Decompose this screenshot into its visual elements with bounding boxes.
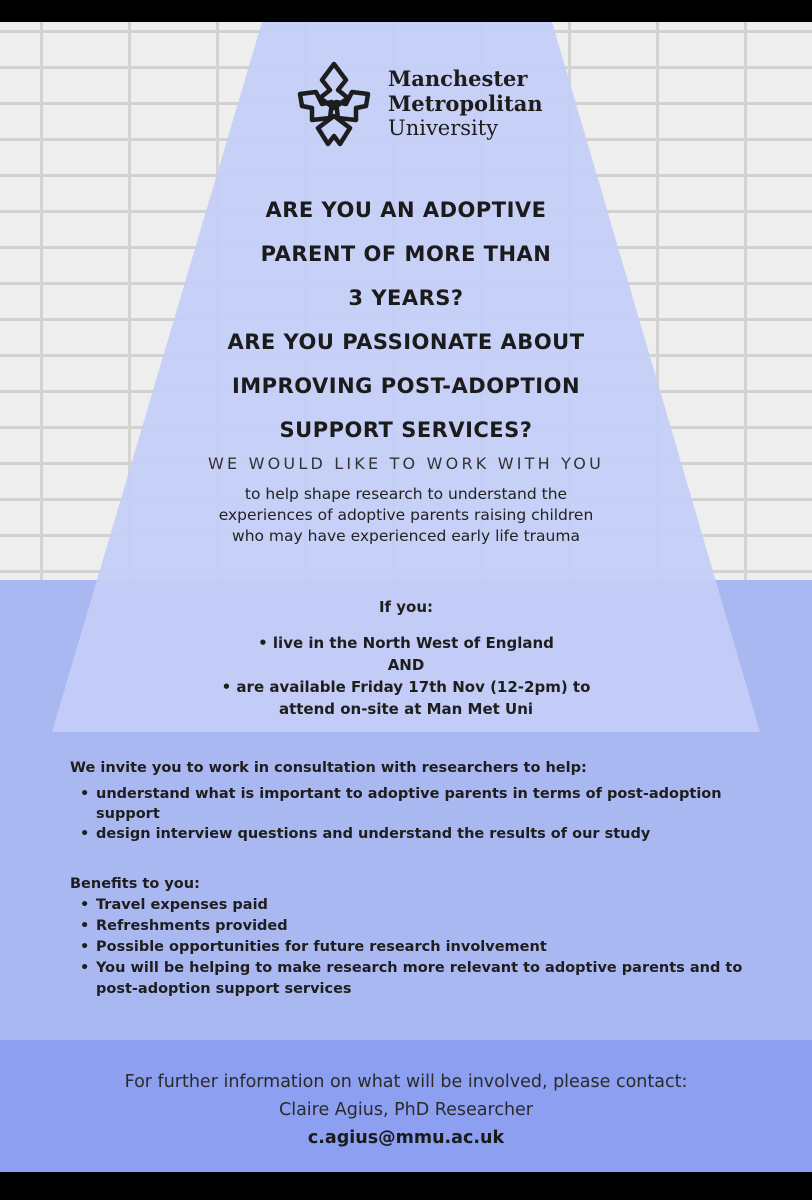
mmu-trefoil-icon <box>288 58 380 150</box>
headline-line: 3 YEARS? <box>348 286 464 310</box>
benefits-section <box>70 874 770 1000</box>
headline-line: PARENT OF MORE THAN <box>260 242 552 266</box>
eligibility-and: AND <box>387 656 425 674</box>
description-line: experiences of adoptive parents raising children <box>218 506 594 524</box>
list-item: • Travel expenses paid <box>70 895 770 916</box>
eligibility-item-text: are available Friday 17th Nov (12-2pm) to <box>236 678 591 696</box>
university-name <box>388 66 543 141</box>
list-item: • You will be helping to make research more relevant to adoptive parents and to post-adoption support services <box>70 958 770 1000</box>
contact-section <box>60 1068 752 1152</box>
logo-line-2: Metropolitan <box>388 91 543 116</box>
benefits-heading: Benefits to you: <box>70 876 200 892</box>
logo-line-3: University <box>388 116 499 140</box>
list-item: • understand what is important to adoptive parents in terms of post-adoption support <box>70 784 770 824</box>
eligibility-item: • live in the North West of England <box>258 634 554 652</box>
research-description <box>130 484 682 547</box>
eligibility-section <box>160 596 652 720</box>
work-with-you-heading: WE WOULD LIKE TO WORK WITH YOU <box>208 454 604 473</box>
list-item: • Refreshments provided <box>70 916 770 937</box>
list-item: • Possible opportunities for future research involvement <box>70 937 770 958</box>
logo-line-1: Manchester <box>388 66 528 91</box>
eligibility-heading: If you: <box>378 598 434 616</box>
headline-line: SUPPORT SERVICES? <box>279 418 533 442</box>
eligibility-item-text: live in the North West of England <box>272 634 554 652</box>
poster <box>0 22 812 1172</box>
headline-line: ARE YOU PASSIONATE ABOUT <box>227 330 585 354</box>
benefits-list <box>70 895 770 1000</box>
invite-section <box>70 758 770 844</box>
description-line: to help shape research to understand the <box>244 485 568 503</box>
headline-line: ARE YOU AN ADOPTIVE <box>265 198 547 222</box>
invite-heading: We invite you to work in consultation with researchers to help: <box>70 760 587 776</box>
contact-intro: For further information on what will be involved, please contact: <box>124 1072 688 1092</box>
headline <box>140 188 672 452</box>
eligibility-item-continued: attend on-site at Man Met Uni <box>278 700 534 718</box>
headline-line: IMPROVING POST-ADOPTION <box>231 374 581 398</box>
university-logo <box>288 52 543 152</box>
contact-email[interactable]: c.agius@mmu.ac.uk <box>307 1128 505 1148</box>
list-item: • design interview questions and understand the results of our study <box>70 824 770 844</box>
description-line: who may have experienced early life trauma <box>232 527 580 545</box>
invite-list <box>70 784 770 844</box>
eligibility-item: • are available Friday 17th Nov (12-2pm) to <box>221 678 591 696</box>
contact-name: Claire Agius, PhD Researcher <box>279 1100 533 1120</box>
